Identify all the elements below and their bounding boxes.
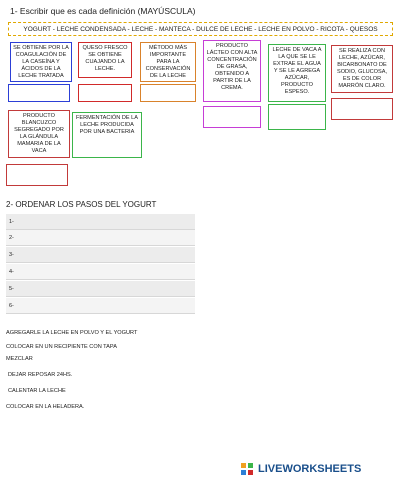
step-slot-4[interactable]: 4- <box>6 264 195 280</box>
step-slot-6[interactable]: 6- <box>6 298 195 314</box>
step-slot-1[interactable]: 1- <box>6 214 195 230</box>
definition-text: FERMENTACIÓN DE LA LECHE PRODUCIDA POR UNA BACTERIA <box>75 115 139 135</box>
definition-text: QUESO FRESCO SE OBTIENE CUAJANDO LA LECHE. <box>82 45 128 72</box>
definition-card-caramel <box>331 45 393 93</box>
answer-box-2[interactable] <box>78 84 132 102</box>
definition-text: PRODUCTO LÁCTEO CON ALTA CONCENTRACIÓN DE GRASA, OBTENIDO A PARTIR DE LA CREMA. <box>206 43 258 91</box>
definition-card-milk <box>8 110 70 158</box>
definition-card-fresh-cheese <box>78 42 132 78</box>
definition-card-conservation <box>140 42 196 82</box>
definition-text: LECHE DE VACA A LA QUE SE LE EXTRAE EL AGUA Y SE LE AGREGA AZÚCAR, PRODUCTO ESPESO. <box>272 47 322 95</box>
liveworksheets-brand <box>240 462 361 476</box>
section-2-title: 2- ORDENAR LOS PASOS DEL YOGURT <box>6 200 157 209</box>
draggable-step-item[interactable]: CALENTAR LA LECHE <box>8 388 66 394</box>
answer-box-3[interactable] <box>140 84 196 102</box>
draggable-step-item[interactable]: MEZCLAR <box>6 356 33 362</box>
answer-box-7[interactable] <box>6 164 68 186</box>
definition-text: SE REALIZA CON LECHE, AZÚCAR, BICARBONATO DE SODIO, GLUCOSA, ES DE COLOR MARRÓN CLARO. <box>336 48 388 89</box>
answer-box-1[interactable] <box>8 84 70 102</box>
definition-card-condensed <box>268 44 326 102</box>
draggable-step-item[interactable]: DEJAR REPOSAR 24HS. <box>8 372 73 378</box>
step-slot-3[interactable]: 3- <box>6 247 195 263</box>
definition-card-fat-dairy <box>203 40 261 102</box>
definition-text: MÉTODO MÁS IMPORTANTE PARA LA CONSERVACIÓN DE LA LECHE <box>145 45 191 79</box>
definition-text: SE OBTIENE POR LA COAGULACIÓN DE LA CASEÍNA Y ÁCIDOS DE LA LECHE TRATADA <box>13 45 69 79</box>
draggable-step-item[interactable]: AGREGARLE LA LECHE EN POLVO Y EL YOGURT <box>6 330 138 336</box>
answer-box-4[interactable] <box>203 106 261 128</box>
word-bank: YOGURT - LECHE CONDENSADA - LECHE - MANTECA - DULCE DE LECHE - LECHE EN POLVO - RICOTA - QUESOS <box>8 22 393 36</box>
definition-text: PRODUCTO BLANCUZCO SEGREGADO POR LA GLÁNDULA MAMARIA DE LA VACA <box>14 113 64 154</box>
step-slot-5[interactable]: 5- <box>6 281 195 297</box>
answer-box-5[interactable] <box>268 104 326 130</box>
definition-card-coagulation <box>10 42 72 82</box>
section-1-title: 1- Escribir que es cada definición (MAYÚSCULA) <box>10 6 196 16</box>
liveworksheets-logo-icon <box>240 462 254 476</box>
draggable-step-item[interactable]: COLOCAR EN UN RECIPIENTE CON TAPA <box>6 344 117 350</box>
answer-box-6[interactable] <box>331 98 393 120</box>
step-slot-2[interactable]: 2- <box>6 230 195 246</box>
draggable-step-item[interactable]: COLOCAR EN LA HELADERA. <box>6 404 85 410</box>
definition-card-yogurt <box>72 112 142 158</box>
brand-name: LIVEWORKSHEETS <box>258 463 362 475</box>
